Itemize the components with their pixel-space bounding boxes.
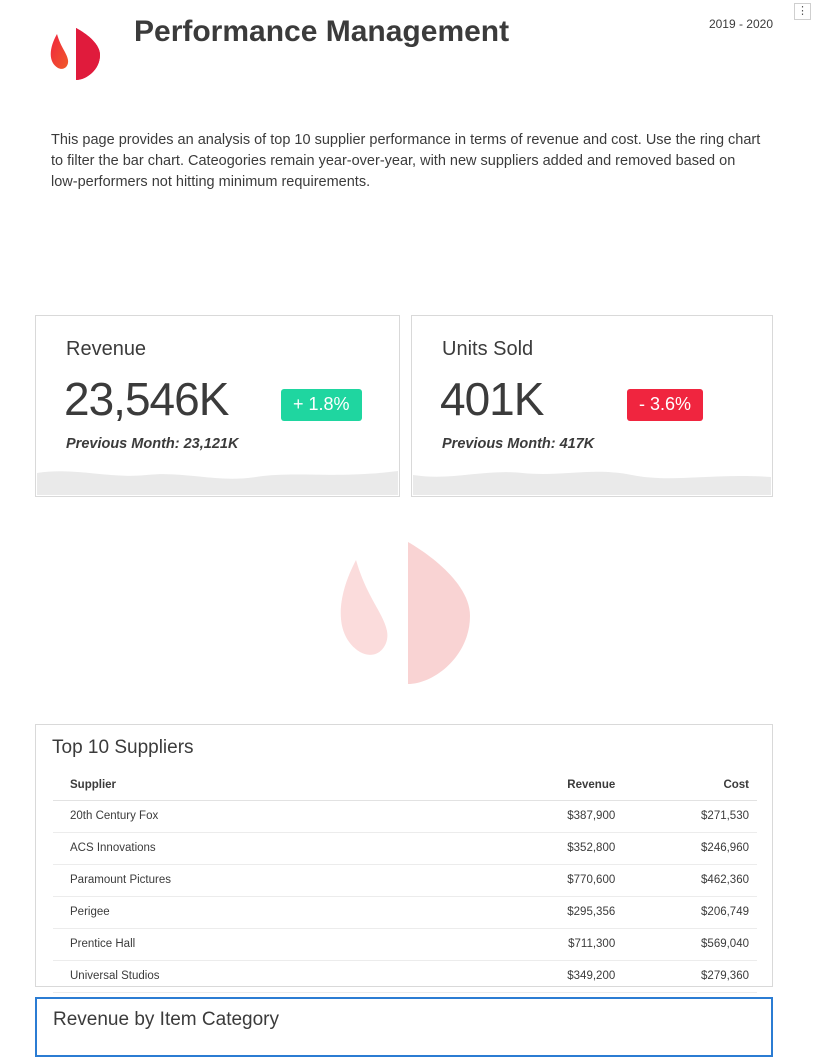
table-row[interactable] [53, 897, 757, 929]
cell-revenue: $387,900 [489, 801, 623, 833]
cell-supplier: 20th Century Fox [53, 801, 489, 833]
table-row[interactable] [53, 929, 757, 961]
kpi-sparkline-revenue [37, 459, 398, 495]
table-row[interactable] [53, 801, 757, 833]
cell-cost: $279,360 [623, 961, 757, 993]
table-header-row [53, 773, 757, 801]
vertical-ellipsis-icon[interactable]: ⋮ [794, 3, 811, 20]
panel-title: Revenue by Item Category [53, 1009, 280, 1030]
cell-cost: $569,040 [623, 929, 757, 961]
column-header-revenue[interactable]: Revenue [489, 773, 623, 801]
cell-cost: $246,960 [623, 833, 757, 865]
cell-revenue: $711,300 [489, 929, 623, 961]
column-header-supplier[interactable]: Supplier [53, 773, 489, 801]
cell-revenue: $352,800 [489, 833, 623, 865]
date-range-label: 2019 - 2020 [708, 17, 773, 31]
cell-revenue: $349,200 [489, 961, 623, 993]
suppliers-table [53, 773, 757, 993]
kpi-title: Revenue [66, 338, 147, 360]
table-row[interactable] [53, 961, 757, 993]
intro-paragraph: This page provides an analysis of top 10 supplier performance in terms of revenue and cost. Use the ring chart to filter the bar chart. Cateogories remain year-over-year, with new suppliers added and removed based on low-performers not hitting minimum requirements. [51, 132, 761, 190]
column-header-cost[interactable]: Cost [623, 773, 757, 801]
cell-cost: $462,360 [623, 865, 757, 897]
page-header [0, 0, 815, 110]
kpi-value: 401K [440, 373, 544, 425]
cell-supplier: Universal Studios [53, 961, 489, 993]
cell-cost: $206,749 [623, 897, 757, 929]
panel-title: Top 10 Suppliers [52, 737, 194, 758]
cell-supplier: ACS Innovations [53, 833, 489, 865]
kpi-card-units-sold [411, 315, 773, 497]
cell-supplier: Perigee [53, 897, 489, 929]
table-row[interactable] [53, 865, 757, 897]
cell-cost: $271,530 [623, 801, 757, 833]
kpi-delta-badge: - 3.6% [627, 389, 703, 421]
kpi-title: Units Sold [442, 338, 534, 360]
kpi-previous-label: Previous Month: 417K [442, 436, 595, 452]
top-suppliers-panel [35, 724, 773, 987]
kpi-sparkline-units-sold [413, 459, 771, 495]
table-row[interactable] [53, 833, 757, 865]
kpi-previous-label: Previous Month: 23,121K [66, 436, 239, 452]
kpi-delta-badge: + 1.8% [281, 389, 362, 421]
kpi-value: 23,546K [64, 373, 229, 425]
cell-revenue: $295,356 [489, 897, 623, 929]
cell-revenue: $770,600 [489, 865, 623, 897]
cell-supplier: Prentice Hall [53, 929, 489, 961]
brand-flame-logo-icon [44, 22, 108, 84]
watermark-logo-icon [322, 528, 484, 696]
cell-supplier: Paramount Pictures [53, 865, 489, 897]
revenue-by-item-category-panel[interactable] [35, 997, 773, 1057]
kpi-card-revenue [35, 315, 400, 497]
page-title: Performance Management [134, 15, 510, 48]
